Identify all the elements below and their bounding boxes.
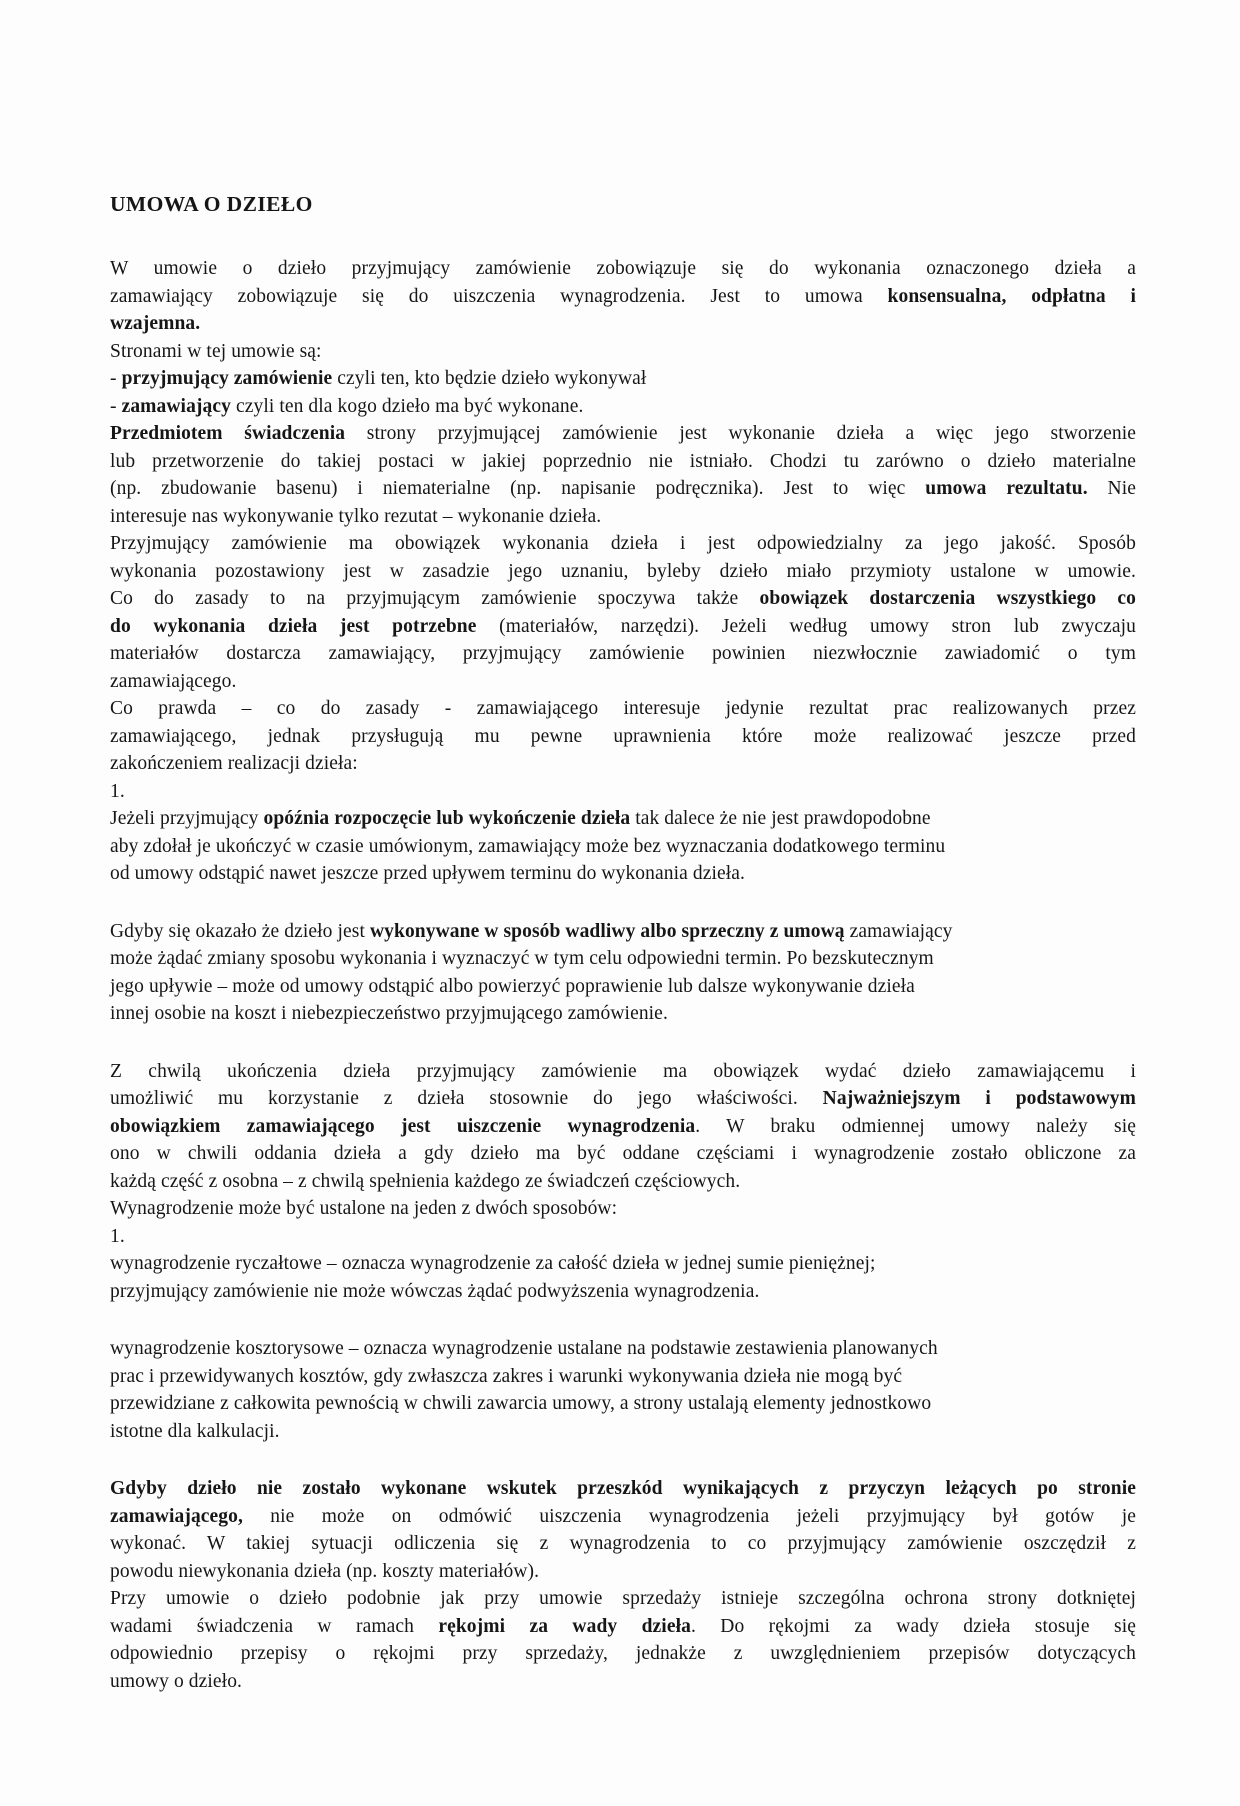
text-line: wzajemna. — [110, 313, 201, 334]
text-line: wadami świadczenia w ramach rękojmi za wady dzieła. Do rękojmi za wady dzieła stosuje się — [110, 1615, 1136, 1637]
text-line: innej osobie na koszt i niebezpieczeństwo przyjmującego zamówienie. — [110, 1003, 668, 1024]
page-title: UMOWA O DZIEŁO — [110, 192, 313, 216]
blank-line — [110, 1028, 1136, 1058]
text-line: Przyjmujący zamówienie ma obowiązek wykonania dzieła i jest odpowiedzialny za jego jakość. Sposób — [110, 533, 1136, 554]
text-line: 1. — [110, 1225, 125, 1247]
text-line: obowiązkiem zamawiającego jest uiszczenie wynagrodzenia. W braku odmiennej umowy należy się — [110, 1115, 1136, 1137]
text-line: Gdyby dzieło nie zostało wykonane wskutek przeszkód wynikających z przyczyn leżących po stronie — [110, 1478, 1136, 1499]
text-line: może żądać zmiany sposobu wykonania i wyznaczyć w tym celu odpowiedni termin. Po bezskutecznym — [110, 948, 934, 969]
text-line: przewidziane z całkowita pewnością w chwili zawarcia umowy, a strony ustalają elementy jednostkowo — [110, 1393, 932, 1414]
text-line: ono w chwili oddania dzieła a gdy dzieło ma być oddane częściami i wynagrodzenie zostało obliczone za — [110, 1143, 1136, 1164]
text-line: od umowy odstąpić nawet jeszcze przed upływem terminu do wykonania dzieła. — [110, 863, 745, 884]
text-line: W umowie o dzieło przyjmujący zamówienie zobowiązuje się do wykonania oznaczonego dzieła a — [110, 258, 1136, 279]
text-line: Wynagrodzenie może być ustalone na jeden z dwóch sposobów: — [110, 1198, 618, 1219]
text-line: materiałów dostarcza zamawiający, przyjmujący zamówienie powinien niezwłocznie zawiadomić o tym — [110, 643, 1136, 664]
text-line: zakończeniem realizacji dzieła: — [110, 753, 358, 774]
text-line: umożliwić mu korzystanie z dzieła stosownie do jego właściwości. Najważniejszym i podstawowym — [110, 1088, 1136, 1109]
text-line: zamawiający zobowiązuje się do uiszczenia wynagrodzenia. Jest to umowa konsensualna, odpłatna i — [110, 285, 1136, 307]
text-line: - przyjmujący zamówienie czyli ten, kto będzie dzieło wykonywał — [110, 368, 647, 389]
text-line: zamawiającego. — [110, 670, 237, 692]
blank-line — [110, 1305, 1136, 1335]
text-line: lub przetworzenie do takiej postaci w jakiej poprzednio nie istniało. Chodzi tu zarówno o dzieło materialne — [110, 450, 1136, 472]
text-line: do wykonania dzieła jest potrzebne (materiałów, narzędzi). Jeżeli według umowy stron lub zwyczaju — [110, 615, 1136, 637]
blank-line — [110, 1445, 1136, 1475]
text-line: Stronami w tej umowie są: — [110, 340, 322, 362]
text-line: wynagrodzenie kosztorysowe – oznacza wynagrodzenie ustalane na podstawie zestawienia planowanych — [110, 1338, 938, 1359]
text-line: Jeżeli przyjmujący opóźnia rozpoczęcie lub wykończenie dzieła tak dalece że nie jest prawdopodobne — [110, 808, 931, 829]
text-line: wykonania pozostawiony jest w zasadzie jego uznaniu, byleby dzieło miało przymioty ustalone w umowie. — [110, 560, 1136, 582]
text-line: zamawiającego, nie może on odmówić uiszczenia wynagrodzenia jeżeli przyjmujący był gotów je — [110, 1505, 1136, 1527]
document-body — [110, 255, 1136, 1695]
text-line: Co do zasady to na przyjmującym zamówienie spoczywa także obowiązek dostarczenia wszystkiego co — [110, 588, 1136, 609]
text-line: istotne dla kalkulacji. — [110, 1420, 280, 1442]
text-line: Przy umowie o dzieło podobnie jak przy umowie sprzedaży istnieje szczególna ochrona strony dotkniętej — [110, 1588, 1136, 1609]
text-line: Gdyby się okazało że dzieło jest wykonywane w sposób wadliwy albo sprzeczny z umową zamawiający — [110, 920, 953, 942]
text-line: Z chwilą ukończenia dzieła przyjmujący zamówienie ma obowiązek wydać dzieło zamawiającemu i — [110, 1060, 1136, 1082]
text-line: Przedmiotem świadczenia strony przyjmującej zamówienie jest wykonanie dzieła a więc jego stworzenie — [110, 423, 1136, 444]
text-line: interesuje nas wykonywanie tylko rezutat – wykonanie dzieła. — [110, 505, 602, 527]
text-line: jego upływie – może od umowy odstąpić albo powierzyć poprawienie lub dalsze wykonywanie dzieła — [110, 975, 915, 997]
text-line: umowy o dzieło. — [110, 1670, 243, 1692]
text-line: wykonać. W takiej sytuacji odliczenia się z wynagrodzenia to co przyjmujący zamówienie oszczędził z — [110, 1533, 1136, 1554]
text-line: Co prawda – co do zasady - zamawiającego interesuje jedynie rezultat prac realizowanych przez — [110, 698, 1136, 719]
text-line: (np. zbudowanie basenu) i niematerialne (np. napisanie podręcznika). Jest to więc umowa rezultatu. Nie — [110, 478, 1136, 499]
text-line: wynagrodzenie ryczałtowe – oznacza wynagrodzenie za całość dzieła w jednej sumie pieniężnej; — [110, 1253, 876, 1274]
text-line: zamawiającego, jednak przysługują mu pewne uprawnienia które może realizować jeszcze przed — [110, 725, 1136, 747]
text-line: przyjmujący zamówienie nie może wówczas żądać podwyższenia wynagrodzenia. — [110, 1280, 760, 1302]
text-line: prac i przewidywanych kosztów, gdy zwłaszcza zakres i warunki wykonywania dzieła nie mogą być — [110, 1365, 903, 1387]
blank-line — [110, 888, 1136, 918]
document-content — [110, 191, 1136, 1695]
text-line: - zamawiający czyli ten dla kogo dzieło ma być wykonane. — [110, 395, 584, 417]
text-line: 1. — [110, 780, 125, 802]
text-line: powodu niewykonania dzieła (np. koszty materiałów). — [110, 1560, 540, 1582]
text-line: każdą część z osobna – z chwilą spełnienia każdego ze świadczeń częściowych. — [110, 1170, 741, 1192]
text-line: odpowiednio przepisy o rękojmi przy sprzedaży, jednakże z uwzględnieniem przepisów dotyczących — [110, 1643, 1136, 1664]
text-line: aby zdołał je ukończyć w czasie umówionym, zamawiający może bez wyznaczania dodatkowego terminu — [110, 835, 946, 857]
